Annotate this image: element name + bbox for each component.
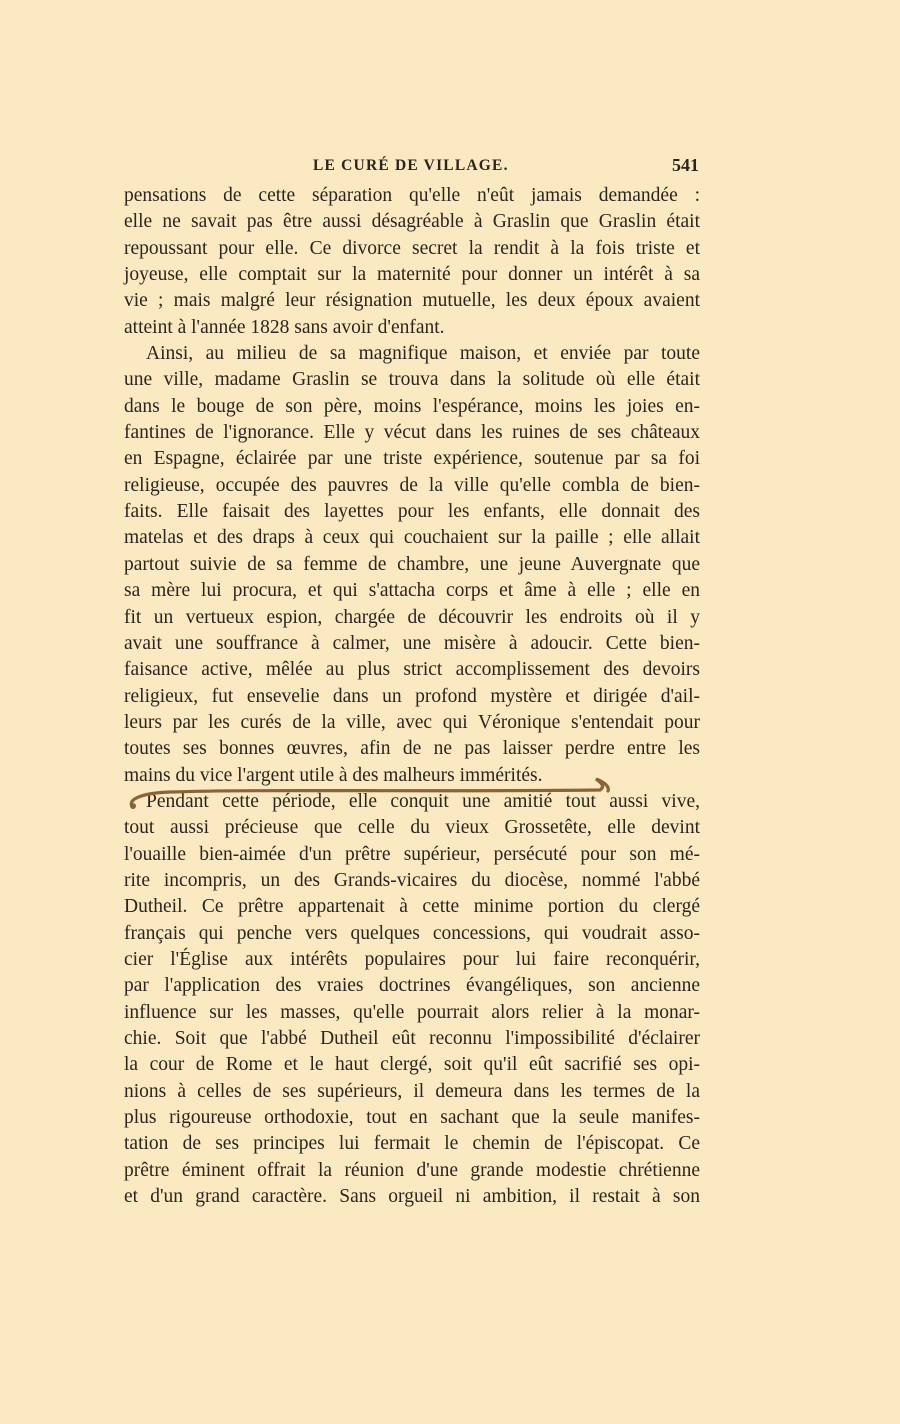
- text-line: sa mère lui procura, et qui s'attacha corps et âme à elle ; elle en: [124, 580, 700, 602]
- text-line: faits. Elle faisait des layettes pour les enfants, elle donnait des: [124, 501, 700, 523]
- body-text: [124, 183, 700, 1210]
- text-line: tout aussi précieuse que celle du vieux Grossetête, elle devint: [124, 817, 700, 839]
- text-line: religieuse, occupée des pauvres de la ville qu'elle combla de bien-: [124, 474, 700, 496]
- text-line: Pendant cette période, elle conquit une amitié tout aussi vive,: [146, 790, 700, 812]
- text-line: la cour de Rome et le haut clergé, soit qu'il eût sacrifié ses opi-: [124, 1054, 700, 1076]
- text-line: joyeuse, elle comptait sur la maternité pour donner un intérêt à sa: [124, 264, 700, 286]
- text-line: plus rigoureuse orthodoxie, tout en sachant que la seule manifes-: [124, 1107, 700, 1129]
- text-line: en Espagne, éclairée par une triste expérience, soutenue par sa foi: [124, 448, 700, 470]
- text-line: pensations de cette séparation qu'elle n'eût jamais demandée :: [124, 185, 700, 206]
- text-line: l'ouaille bien-aimée d'un prêtre supérieur, persécuté pour son mé-: [124, 843, 700, 865]
- text-line: nions à celles de ses supérieurs, il demeura dans les termes de la: [124, 1080, 700, 1102]
- text-line: dans le bouge de son père, moins l'espérance, moins les joies en-: [124, 395, 700, 417]
- text-line: une ville, madame Graslin se trouva dans la solitude où elle était: [124, 369, 700, 391]
- running-header: [313, 157, 699, 181]
- text-line: Ainsi, au milieu de sa magnifique maison, et enviée par toute: [146, 343, 700, 365]
- text-line: rite incompris, un des Grands-vicaires du diocèse, nommé l'abbé: [124, 869, 700, 891]
- text-line: matelas et des draps à ceux qui couchaient sur la paille ; elle allait: [124, 527, 700, 549]
- text-line: fit un vertueux espion, chargée de découvrir les endroits où il y: [124, 606, 700, 628]
- text-line: repoussant pour elle. Ce divorce secret la rendit à la fois triste et: [124, 237, 700, 259]
- text-line: faisance active, mêlée au plus strict accomplissement des devoirs: [124, 659, 700, 681]
- text-line: vie ; mais malgré leur résignation mutuelle, les deux époux avaient: [124, 290, 700, 312]
- text-line: religieux, fut ensevelie dans un profond mystère et dirigée d'ail-: [124, 685, 700, 707]
- page-number: 541: [672, 155, 699, 175]
- text-line: et d'un grand caractère. Sans orgueil ni ambition, il restait à son: [124, 1186, 700, 1208]
- text-line: chie. Soit que l'abbé Dutheil eût reconnu l'impossibilité d'éclairer: [124, 1028, 700, 1049]
- text-line: atteint à l'année 1828 sans avoir d'enfant.: [124, 316, 445, 338]
- text-line: Dutheil. Ce prêtre appartenait à cette minime portion du clergé: [124, 896, 700, 918]
- text-line: elle ne savait pas être aussi désagréable à Graslin que Graslin était: [124, 211, 700, 233]
- text-line: partout suivie de sa femme de chambre, une jeune Auvergnate que: [124, 553, 700, 575]
- text-line: influence sur les masses, qu'elle pourrait alors relier à la monar-: [124, 1001, 700, 1023]
- text-line: tation de ses principes lui fermait le chemin de l'épiscopat. Ce: [124, 1133, 700, 1155]
- text-line: avait une souffrance à calmer, une misère à adoucir. Cette bien-: [124, 632, 700, 654]
- text-line: fantines de l'ignorance. Elle y vécut dans les ruines de ses châteaux: [124, 422, 700, 444]
- text-line: cier l'Église aux intérêts populaires pour lui faire reconquérir,: [124, 948, 700, 970]
- text-line: français qui penche vers quelques concessions, qui voudrait asso-: [124, 922, 700, 944]
- text-line: prêtre éminent offrait la réunion d'une grande modestie chrétienne: [124, 1159, 700, 1181]
- text-line: mains du vice l'argent utile à des malheurs immérités.: [124, 764, 543, 786]
- text-line: leurs par les curés de la ville, avec qui Véronique s'entendait pour: [124, 711, 700, 733]
- running-title: LE CURÉ DE VILLAGE.: [313, 157, 509, 174]
- text-line: toutes ses bonnes œuvres, afin de ne pas laisser perdre entre les: [124, 738, 700, 760]
- text-line: par l'application des vraies doctrines évangéliques, son ancienne: [124, 975, 700, 997]
